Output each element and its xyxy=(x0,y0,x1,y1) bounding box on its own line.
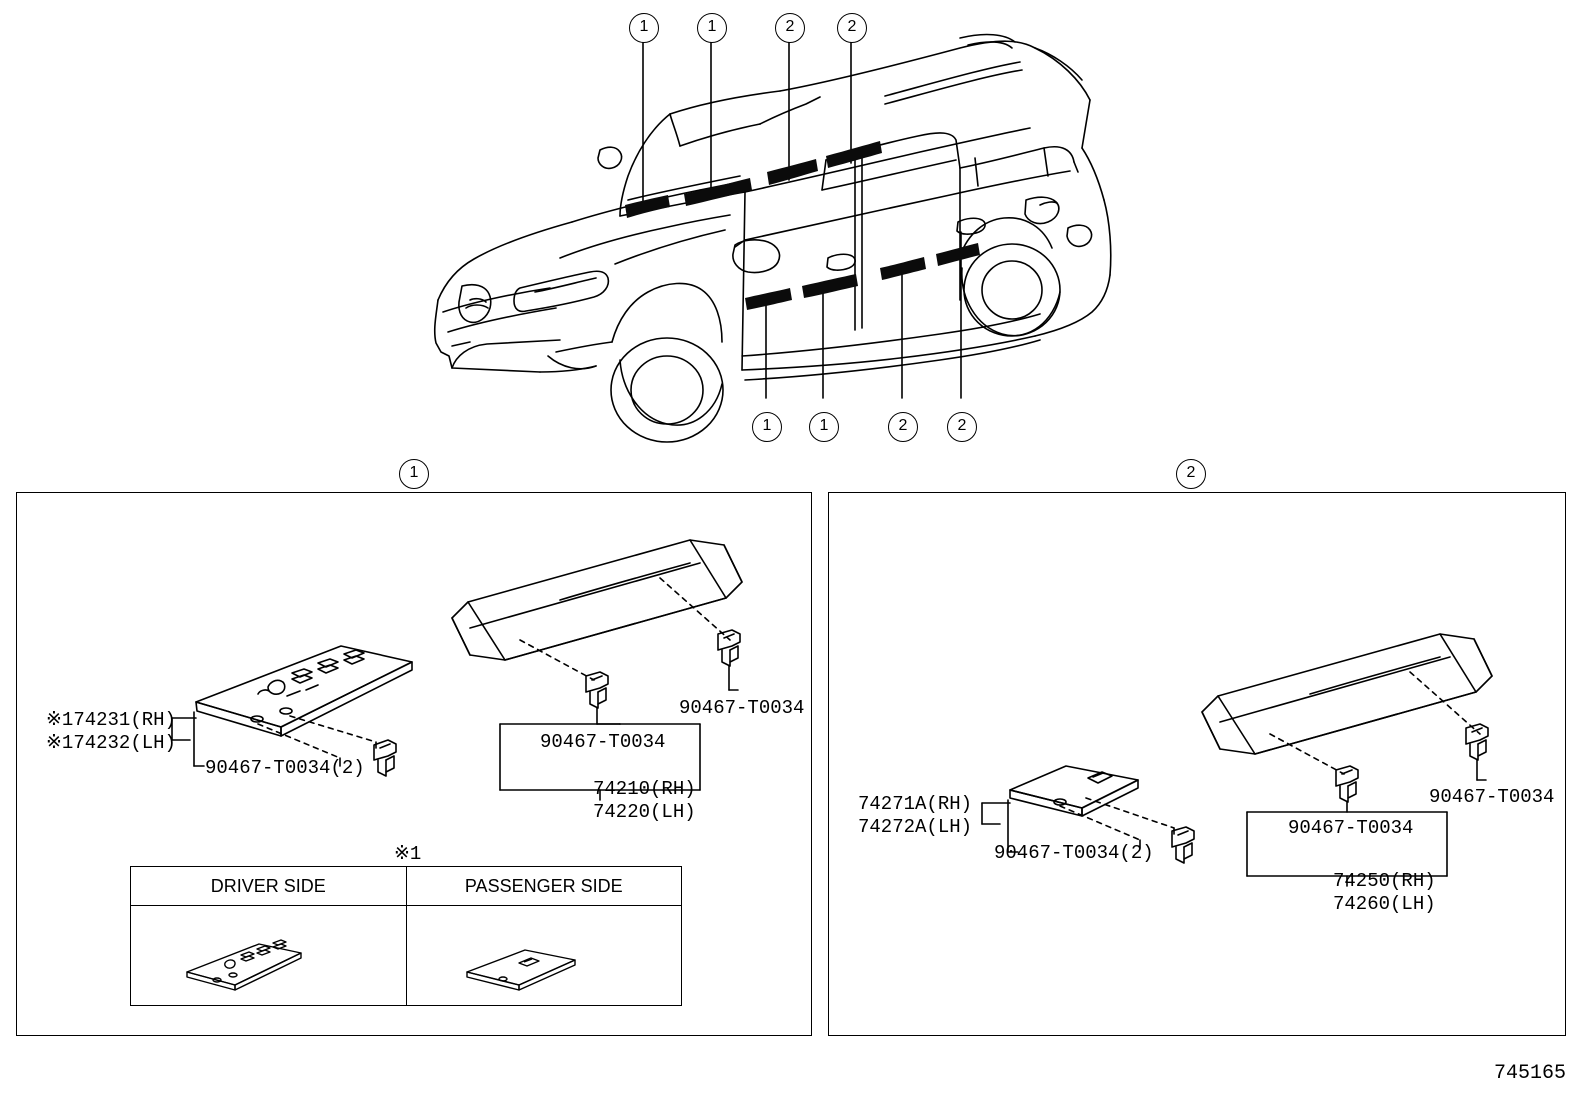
callout-bottom-1b: 1 xyxy=(809,412,839,442)
panel1-switch-lh-label: ※174232(LH) xyxy=(46,732,176,754)
panel2-clip-left-label: 90467-T0034(2) xyxy=(994,842,1154,864)
panel-2 xyxy=(828,492,1566,1036)
callout-top-2a: 2 xyxy=(775,13,805,43)
panel1-clip-mid-label: 90467-T0034 xyxy=(540,731,666,753)
table-header-driver: DRIVER SIDE xyxy=(131,867,407,905)
panel1-armrest-lh-label: 74220(LH) xyxy=(593,801,696,823)
panel1-clip-left-label: 90467-T0034(2) xyxy=(205,757,365,779)
panel-1-label: 1 xyxy=(399,459,429,489)
panel-2-label: 2 xyxy=(1176,459,1206,489)
panel1-switch-rh-label: ※174231(RH) xyxy=(46,709,176,731)
panel2-switch-rh-label: 74271A(RH) xyxy=(858,793,973,815)
table-header-passenger: PASSENGER SIDE xyxy=(464,876,623,896)
callout-top-1a: 1 xyxy=(629,13,659,43)
panel1-armrest-rh-label: 74210(RH) xyxy=(593,778,696,800)
callout-bottom-1a: 1 xyxy=(752,412,782,442)
diagram-code: 745165 xyxy=(1493,1062,1566,1085)
panel2-clip-mid-label: 90467-T0034 xyxy=(1288,817,1414,839)
panel2-armrest-rh-label: 74250(RH) xyxy=(1333,870,1436,892)
table-cell-driver-switch xyxy=(131,906,407,1006)
callout-top-1b: 1 xyxy=(697,13,727,43)
callout-bottom-2a: 2 xyxy=(888,412,918,442)
panel2-switch-lh-label: 74272A(LH) xyxy=(858,816,973,838)
panel1-clip-right-label: 90467-T0034 xyxy=(679,697,805,719)
table-cell-passenger-switch xyxy=(407,906,682,1006)
callout-top-2b: 2 xyxy=(837,13,867,43)
panel2-clip-right-label: 90467-T0034 xyxy=(1429,786,1555,808)
panel1-note-mark: ※1 xyxy=(394,843,422,865)
panel2-armrest-lh-label: 74260(LH) xyxy=(1333,893,1436,915)
driver-passenger-table xyxy=(130,866,682,1006)
callout-bottom-2b: 2 xyxy=(947,412,977,442)
